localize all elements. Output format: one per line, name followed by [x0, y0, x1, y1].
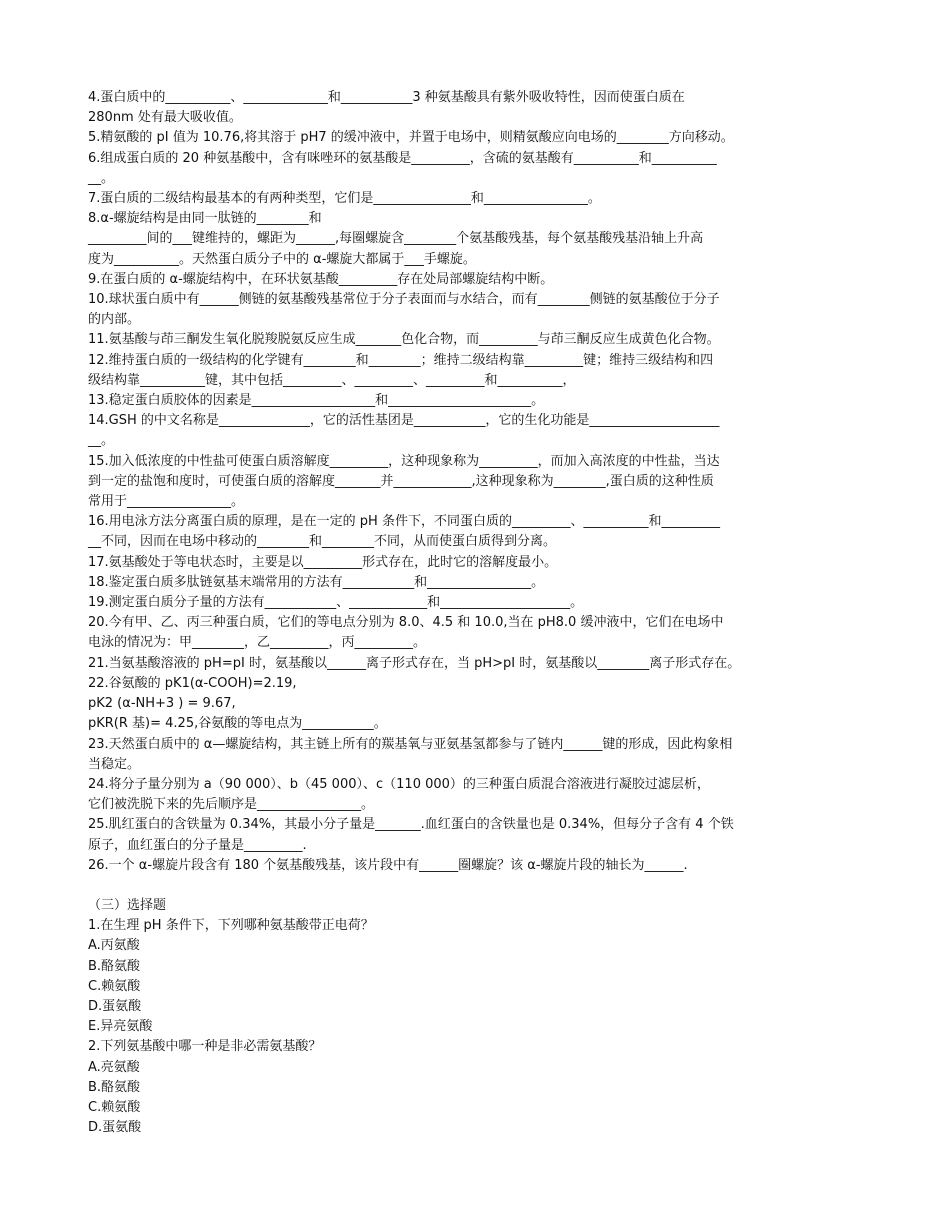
text-line: 它们被洗脱下来的先后顺序是________________。: [88, 797, 375, 813]
text-line: 1.在生理 pH 条件下，下列哪种氨基酸带正电荷？: [88, 918, 374, 934]
document-body: [88, 88, 864, 1138]
text-line: 电泳的情况为：甲________，乙_________，丙_________。: [88, 635, 427, 651]
blank-line: [88, 876, 864, 896]
text-line: pKR(R 基)= 4.25,谷氨酸的等电点为___________。: [88, 716, 387, 732]
text-line: D.蛋氨酸: [88, 998, 142, 1014]
text-line: B.酪氨酸: [88, 958, 141, 974]
text-line: 15.加入低浓度的中性盐可使蛋白质溶解度_________，这种现象称为_________，而加入高浓度的中性盐，当达: [88, 453, 720, 469]
text-line: 22.谷氨酸的 pK1(α-COOH)=2.19,: [88, 675, 297, 691]
text-line: 10.球状蛋白质中有______侧链的氨基酸残基常位于分子表面而与水结合，而有________侧链的氨基酸位于分子: [88, 292, 720, 308]
text-line: 8.α-螺旋结构是由同一肽链的________和: [88, 211, 322, 227]
text-line: 原子，血红蛋白的分子量是_________.: [88, 837, 307, 853]
text-line: 2.下列氨基酸中哪一种是非必需氨基酸？: [88, 1039, 322, 1055]
text-line: 20.今有甲、乙、丙三种蛋白质，它们的等电点分别为 8.0、4.5 和 10.0,当在 pH8.0 缓冲液中，它们在电场中: [88, 615, 724, 631]
text-line: pK2 (α-NH+3 ) = 9.67,: [88, 696, 236, 712]
text-line: 16.用电泳方法分离蛋白质的原理，是在一定的 pH 条件下，不同蛋白质的_________、__________和_________: [88, 514, 720, 530]
text-line: E.异亮氨酸: [88, 1019, 153, 1035]
text-line: 23.天然蛋白质中的 α—螺旋结构，其主链上所有的羰基氧与亚氨基氢都参与了链内______键的形成，因此构象相: [88, 736, 733, 752]
text-line: 9.在蛋白质的 α-螺旋结构中，在环状氨基酸_________存在处局部螺旋结构中断。: [88, 271, 554, 287]
text-line: 当稳定。: [88, 756, 141, 772]
text-line: 13.稳定蛋白质胶体的因素是___________________和______________________。: [88, 393, 545, 409]
text-line: 4.蛋白质中的__________、_____________和___________3 种氨基酸具有紫外吸收特性，因而使蛋白质在: [88, 90, 685, 105]
text-line: D.蛋氨酸: [88, 1120, 142, 1136]
text-line: 17.氨基酸处于等电状态时，主要是以_________形式存在，此时它的溶解度最小。: [88, 554, 558, 570]
text-line: 26.一个 α-螺旋片段含有 180 个氨基酸残基，该片段中有______圈螺旋？该 α-螺旋片段的轴长为______.: [88, 857, 688, 873]
text-line: 到一定的盐饱和度时，可使蛋白质的溶解度_______并____________,这种现象称为________,蛋白质的这种性质: [88, 473, 714, 489]
text-line: C.赖氨酸: [88, 978, 141, 994]
text-line: __。: [88, 170, 115, 186]
text-line: 280nm 处有最大吸收值。: [88, 110, 242, 126]
text-line: （三）选择题: [88, 897, 167, 913]
text-line: B.酪氨酸: [88, 1079, 141, 1095]
text-line: C.赖氨酸: [88, 1099, 141, 1115]
text-line: 的内部。: [88, 312, 141, 328]
text-line: 级结构靠__________键，其中包括_________、_________、_________和__________，: [88, 372, 576, 388]
text-line: __不同，因而在电场中移动的________和________不同，从而使蛋白质得到分离。: [88, 534, 557, 550]
text-line: A.亮氨酸: [88, 1059, 140, 1075]
text-line: 12.维持蛋白质的一级结构的化学键有________和________；维持二级结构靠_________键；维持三级结构和四: [88, 352, 714, 368]
text-line: 5.精氨酸的 pI 值为 10.76,将其溶于 pH7 的缓冲液中，并置于电场中，则精氨酸应向电场的________方向移动。: [88, 130, 734, 146]
text-line: 24.将分子量分别为 a（90 000）、b（45 000）、c（110 000）的三种蛋白质混合溶液进行凝胶过滤层析，: [88, 776, 710, 792]
text-line: __。: [88, 433, 115, 449]
text-line: 11.氨基酸与茚三酮发生氧化脱羧脱氨反应生成_______色化合物，而_________与茚三酮反应生成黄色化合物。: [88, 332, 720, 348]
text-line: 常用于________________。: [88, 494, 245, 510]
text-line: 度为__________。天然蛋白质分子中的 α-螺旋大都属于___手螺旋。: [88, 251, 476, 267]
text-line: 6.组成蛋白质的 20 种氨基酸中，含有咪唑环的氨基酸是_________，含硫的氨基酸有__________和__________: [88, 150, 717, 166]
text-line: 7.蛋白质的二级结构最基本的有两种类型，它们是_______________和________________。: [88, 191, 601, 207]
text-line: A.丙氨酸: [88, 938, 140, 954]
text-line: 14.GSH 的中文名称是______________，它的活性基团是___________，它的生化功能是____________________: [88, 413, 720, 429]
text-line: 21.当氨基酸溶液的 pH=pI 时，氨基酸以______离子形式存在，当 pH>pI 时，氨基酸以________离子形式存在。: [88, 655, 741, 671]
text-line: 19.测定蛋白质分子量的方法有___________、____________和____________________。: [88, 595, 584, 611]
text-line: 25.肌红蛋白的含铁量为 0.34%，其最小分子量是_______.血红蛋白的含铁量也是 0.34%，但每分子含有 4 个铁: [88, 817, 734, 833]
text-line: 18.鉴定蛋白质多肽链氨基末端常用的方法有___________和________________。: [88, 574, 545, 590]
text-line: _________间的___键维持的，螺距为______,每圈螺旋含________个氨基酸残基，每个氨基酸残基沿轴上升高: [88, 231, 704, 247]
